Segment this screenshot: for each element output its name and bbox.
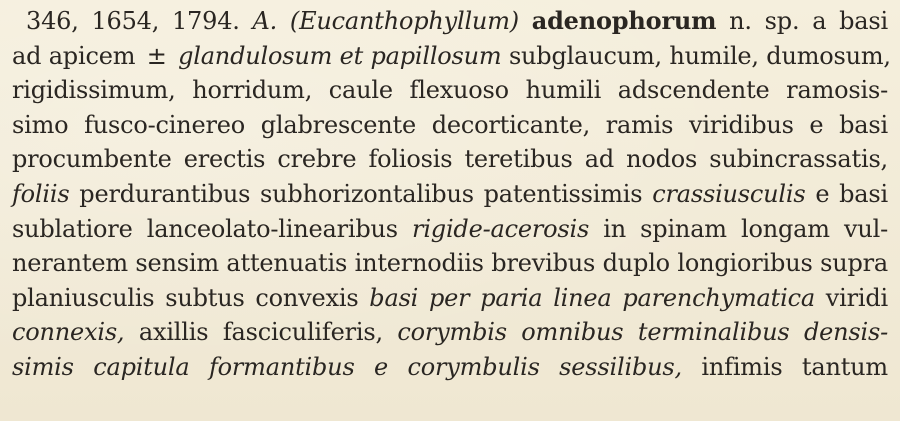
line2-rest: subglaucum, humile, dumosum, — [508, 41, 891, 70]
species-name: adenophorum — [531, 6, 717, 35]
line7-rest: in spinam longam vul- — [603, 214, 889, 243]
text-line-5: procumbente erectis crebre foliosis teretibus ad nodos subincrassatis, — [12, 145, 888, 174]
plus-minus-symbol: ± — [146, 41, 167, 70]
line7-italic: rigide-acerosis — [412, 214, 590, 243]
text-line-3: rigidissimum, horridum, caule flexuoso humili adscendente ramosis- — [12, 76, 888, 105]
line10-italic-1: connexis, — [12, 318, 125, 347]
line6-mid: perdurantibus subhorizontalibus patentissimis — [79, 179, 643, 208]
line9-italic: basi per paria linea parenchymatica — [369, 283, 815, 312]
line9-start: planiusculis subtus convexis — [12, 283, 359, 312]
genus-abbrev: A. — [252, 7, 278, 35]
text-line-7 — [12, 212, 888, 247]
reference-numbers: 346, 1654, 1794. — [26, 7, 240, 35]
text-line-11 — [12, 350, 888, 385]
line2-start: ad apicem — [12, 41, 136, 70]
text-line-2 — [12, 39, 891, 74]
line10-mid: axillis fasciculiferis, — [138, 318, 383, 347]
text-line-6 — [12, 177, 888, 212]
text-line-4: simo fusco-cinereo glabrescente decorticante, ramis viridibus e basi — [12, 110, 888, 139]
line11-rest: infimis tantum — [701, 352, 888, 381]
line6-italic-2: crassiusculis — [652, 179, 806, 208]
line11-italic: simis capitula formantibus e corymbulis sessilibus, — [12, 352, 682, 381]
line7-start: sublatiore lanceolato-linearibus — [12, 214, 398, 243]
text-line-10 — [12, 315, 888, 350]
text-line-8: nerantem sensim attenuatis internodiis brevibus duplo longioribus supra — [12, 249, 888, 278]
line10-italic-2: corymbis omnibus terminalibus densis- — [397, 318, 889, 347]
line1-rest: n. sp. a basi — [729, 7, 888, 35]
line9-rest: viridi — [825, 283, 888, 312]
line6-italic-1: foliis — [12, 179, 70, 208]
line2-italic: glandulosum et papillosum — [178, 41, 502, 70]
section-name: (Eucanthophyllum) — [289, 7, 519, 35]
text-line-9 — [12, 281, 888, 316]
text-line-1 — [12, 4, 888, 39]
line6-rest: e basi — [815, 179, 888, 208]
